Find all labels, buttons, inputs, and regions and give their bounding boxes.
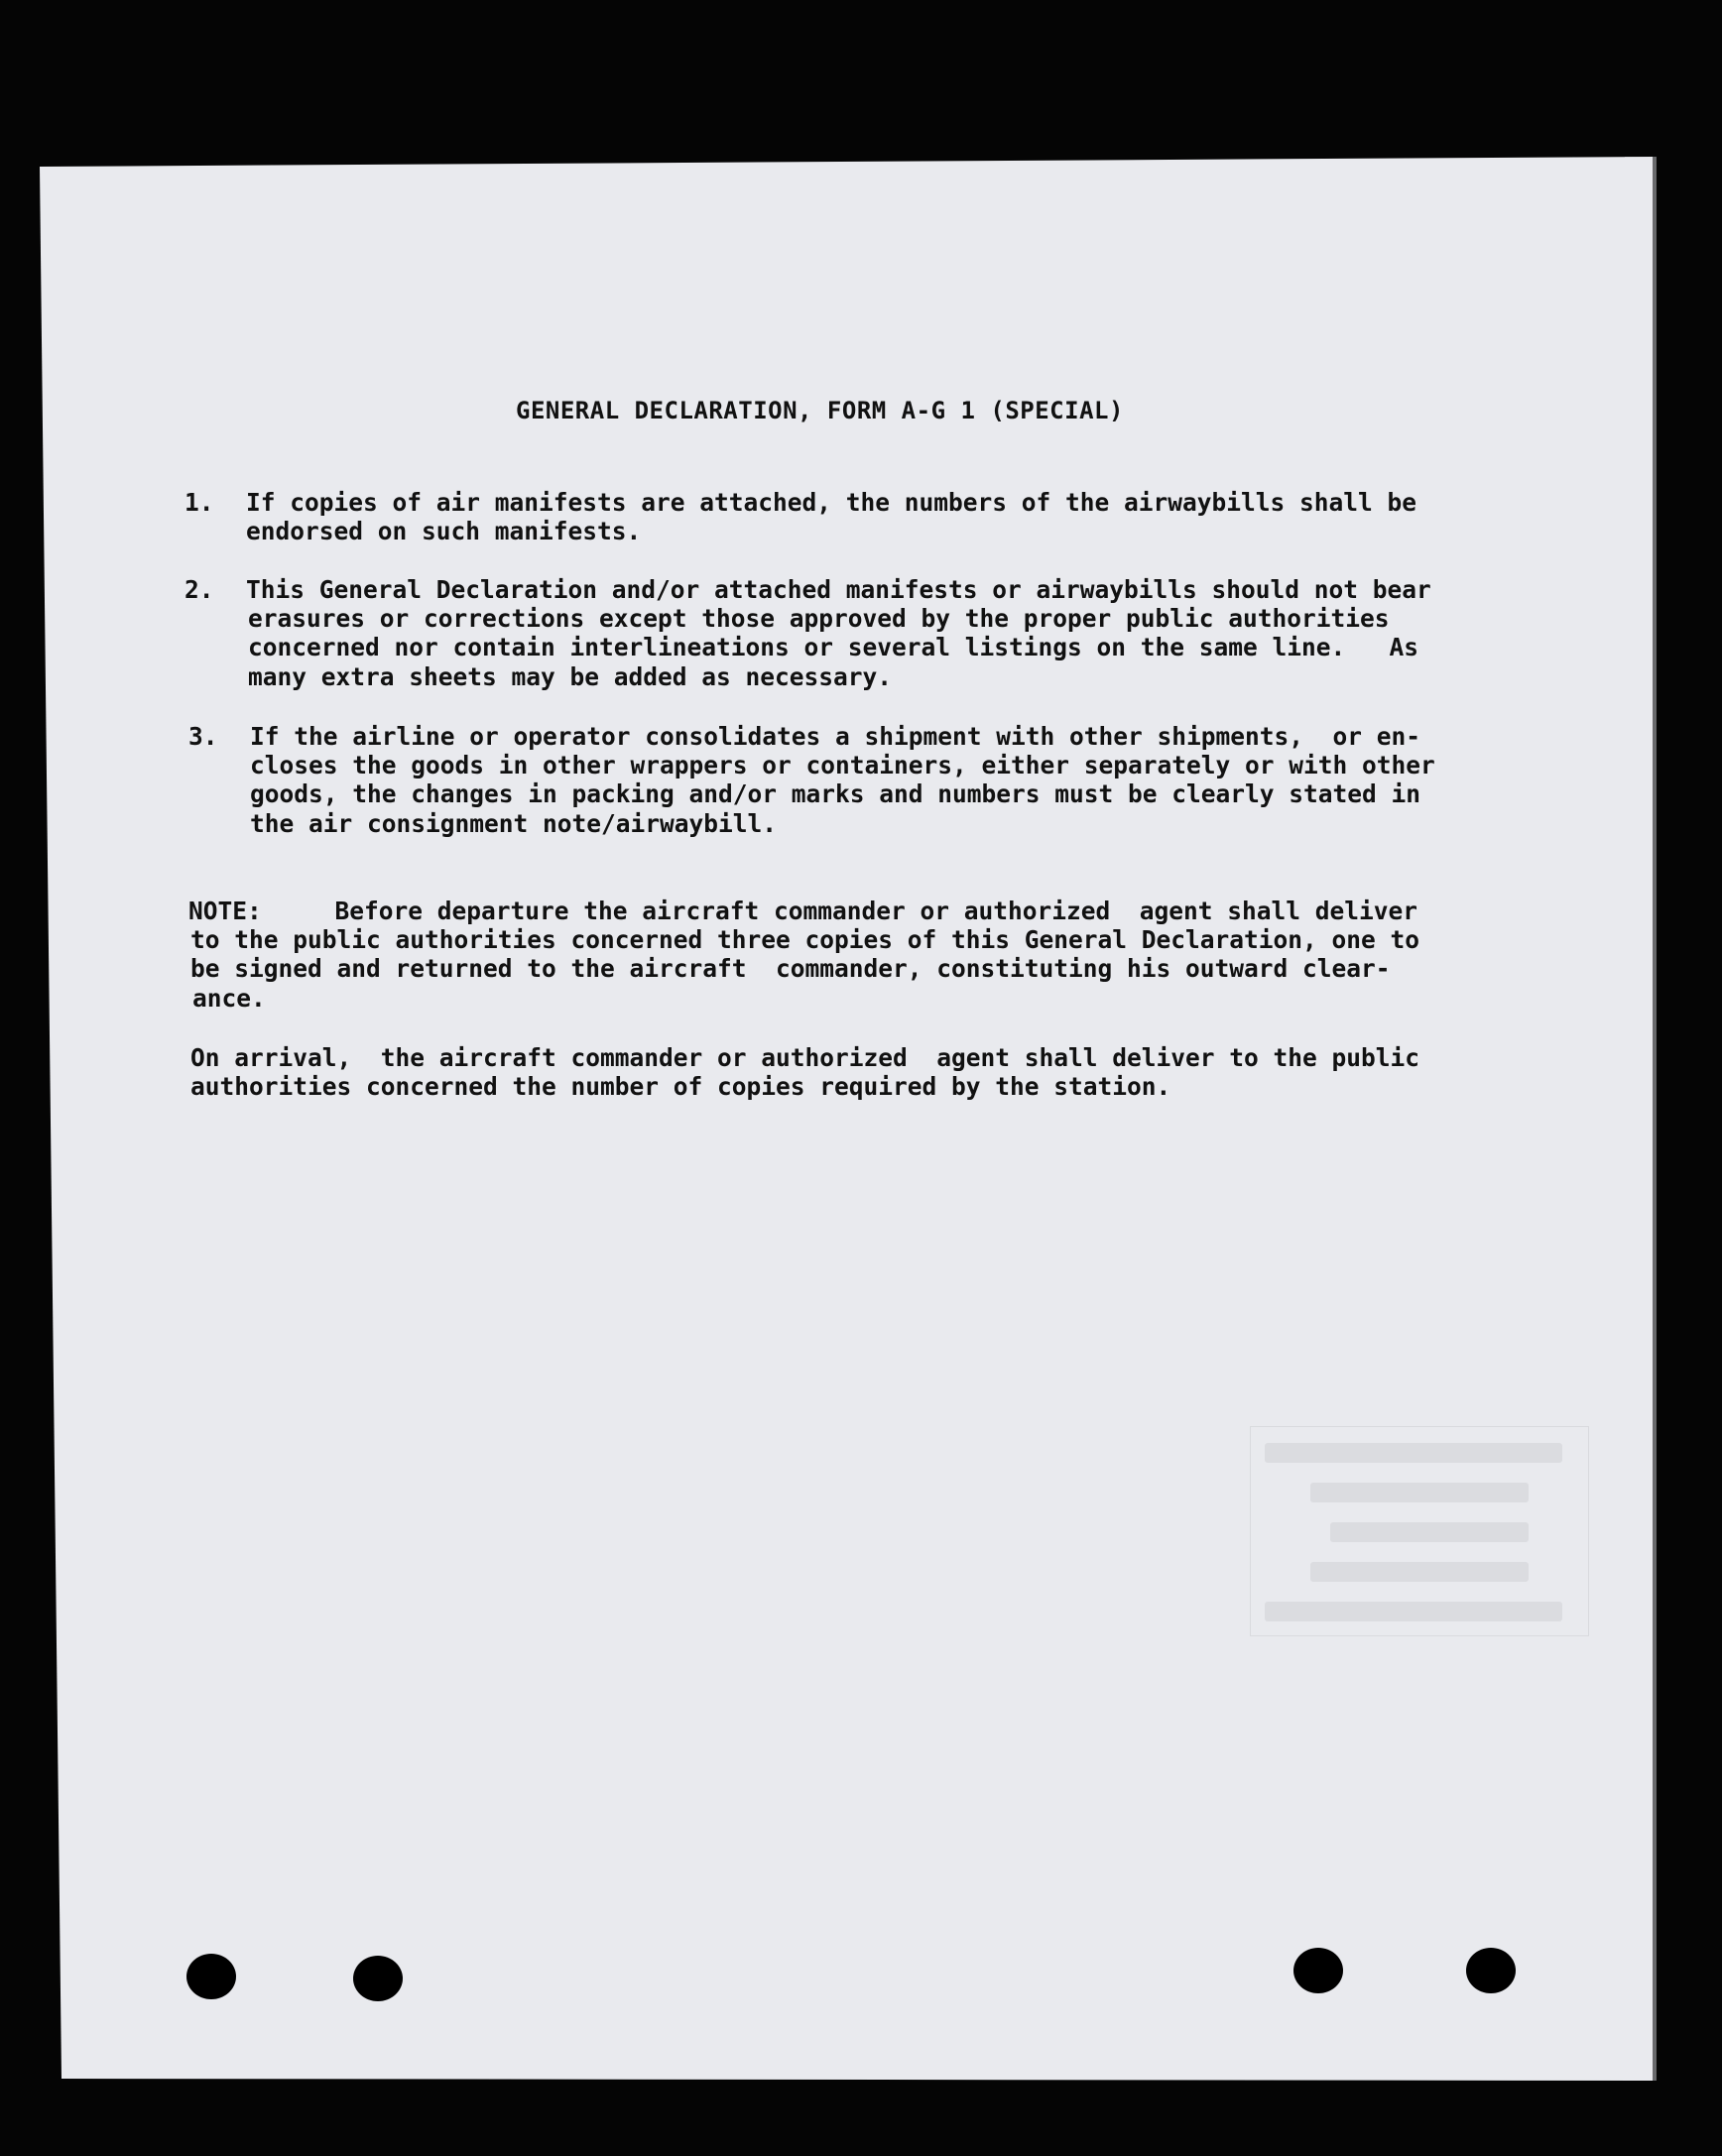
- punch-hole-4: [1466, 1948, 1516, 1993]
- arrival-line-2: authorities concerned the number of copies required by the station.: [190, 1072, 1171, 1101]
- arrival-line-1: On arrival, the aircraft commander or authorized agent shall deliver to the public: [190, 1043, 1420, 1072]
- item-3-line-1: If the airline or operator consolidates a shipment with other shipments, or en-: [250, 722, 1421, 751]
- item-2-line-4: many extra sheets may be added as necessary.: [248, 662, 893, 691]
- note-line-2: to the public authorities concerned three copies of this General Declaration, one to: [190, 925, 1420, 954]
- faded-stamp: [1250, 1426, 1589, 1636]
- item-2-line-1: This General Declaration and/or attached manifests or airwaybills should not bear: [246, 575, 1431, 604]
- punch-hole-3: [1293, 1948, 1343, 1993]
- item-number-1: 1.: [184, 488, 214, 517]
- item-number-2: 2.: [184, 575, 214, 604]
- item-3-line-4: the air consignment note/airwaybill.: [250, 809, 778, 838]
- note-line-3: be signed and returned to the aircraft commander, constituting his outward clear-: [190, 954, 1391, 983]
- punch-hole-1: [186, 1954, 236, 1999]
- item-1-line-1: If copies of air manifests are attached, the numbers of the airwaybills shall be: [246, 488, 1417, 517]
- document-page: [40, 157, 1653, 2081]
- note-line-4: ance.: [192, 984, 266, 1013]
- item-2-line-3: concerned nor contain interlineations or several listings on the same line. As: [248, 633, 1419, 661]
- item-number-3: 3.: [188, 722, 218, 751]
- item-3-line-2: closes the goods in other wrappers or containers, either separately or with other: [250, 751, 1435, 779]
- item-1-line-2: endorsed on such manifests.: [246, 517, 642, 545]
- item-2-line-2: erasures or corrections except those approved by the proper public authorities: [248, 604, 1390, 633]
- note-line-1: NOTE: Before departure the aircraft commander or authorized agent shall deliver: [188, 897, 1418, 925]
- item-3-line-3: goods, the changes in packing and/or marks and numbers must be clearly stated in: [250, 779, 1421, 808]
- document-title: GENERAL DECLARATION, FORM A-G 1 (SPECIAL): [516, 397, 1124, 424]
- punch-hole-2: [353, 1956, 403, 2001]
